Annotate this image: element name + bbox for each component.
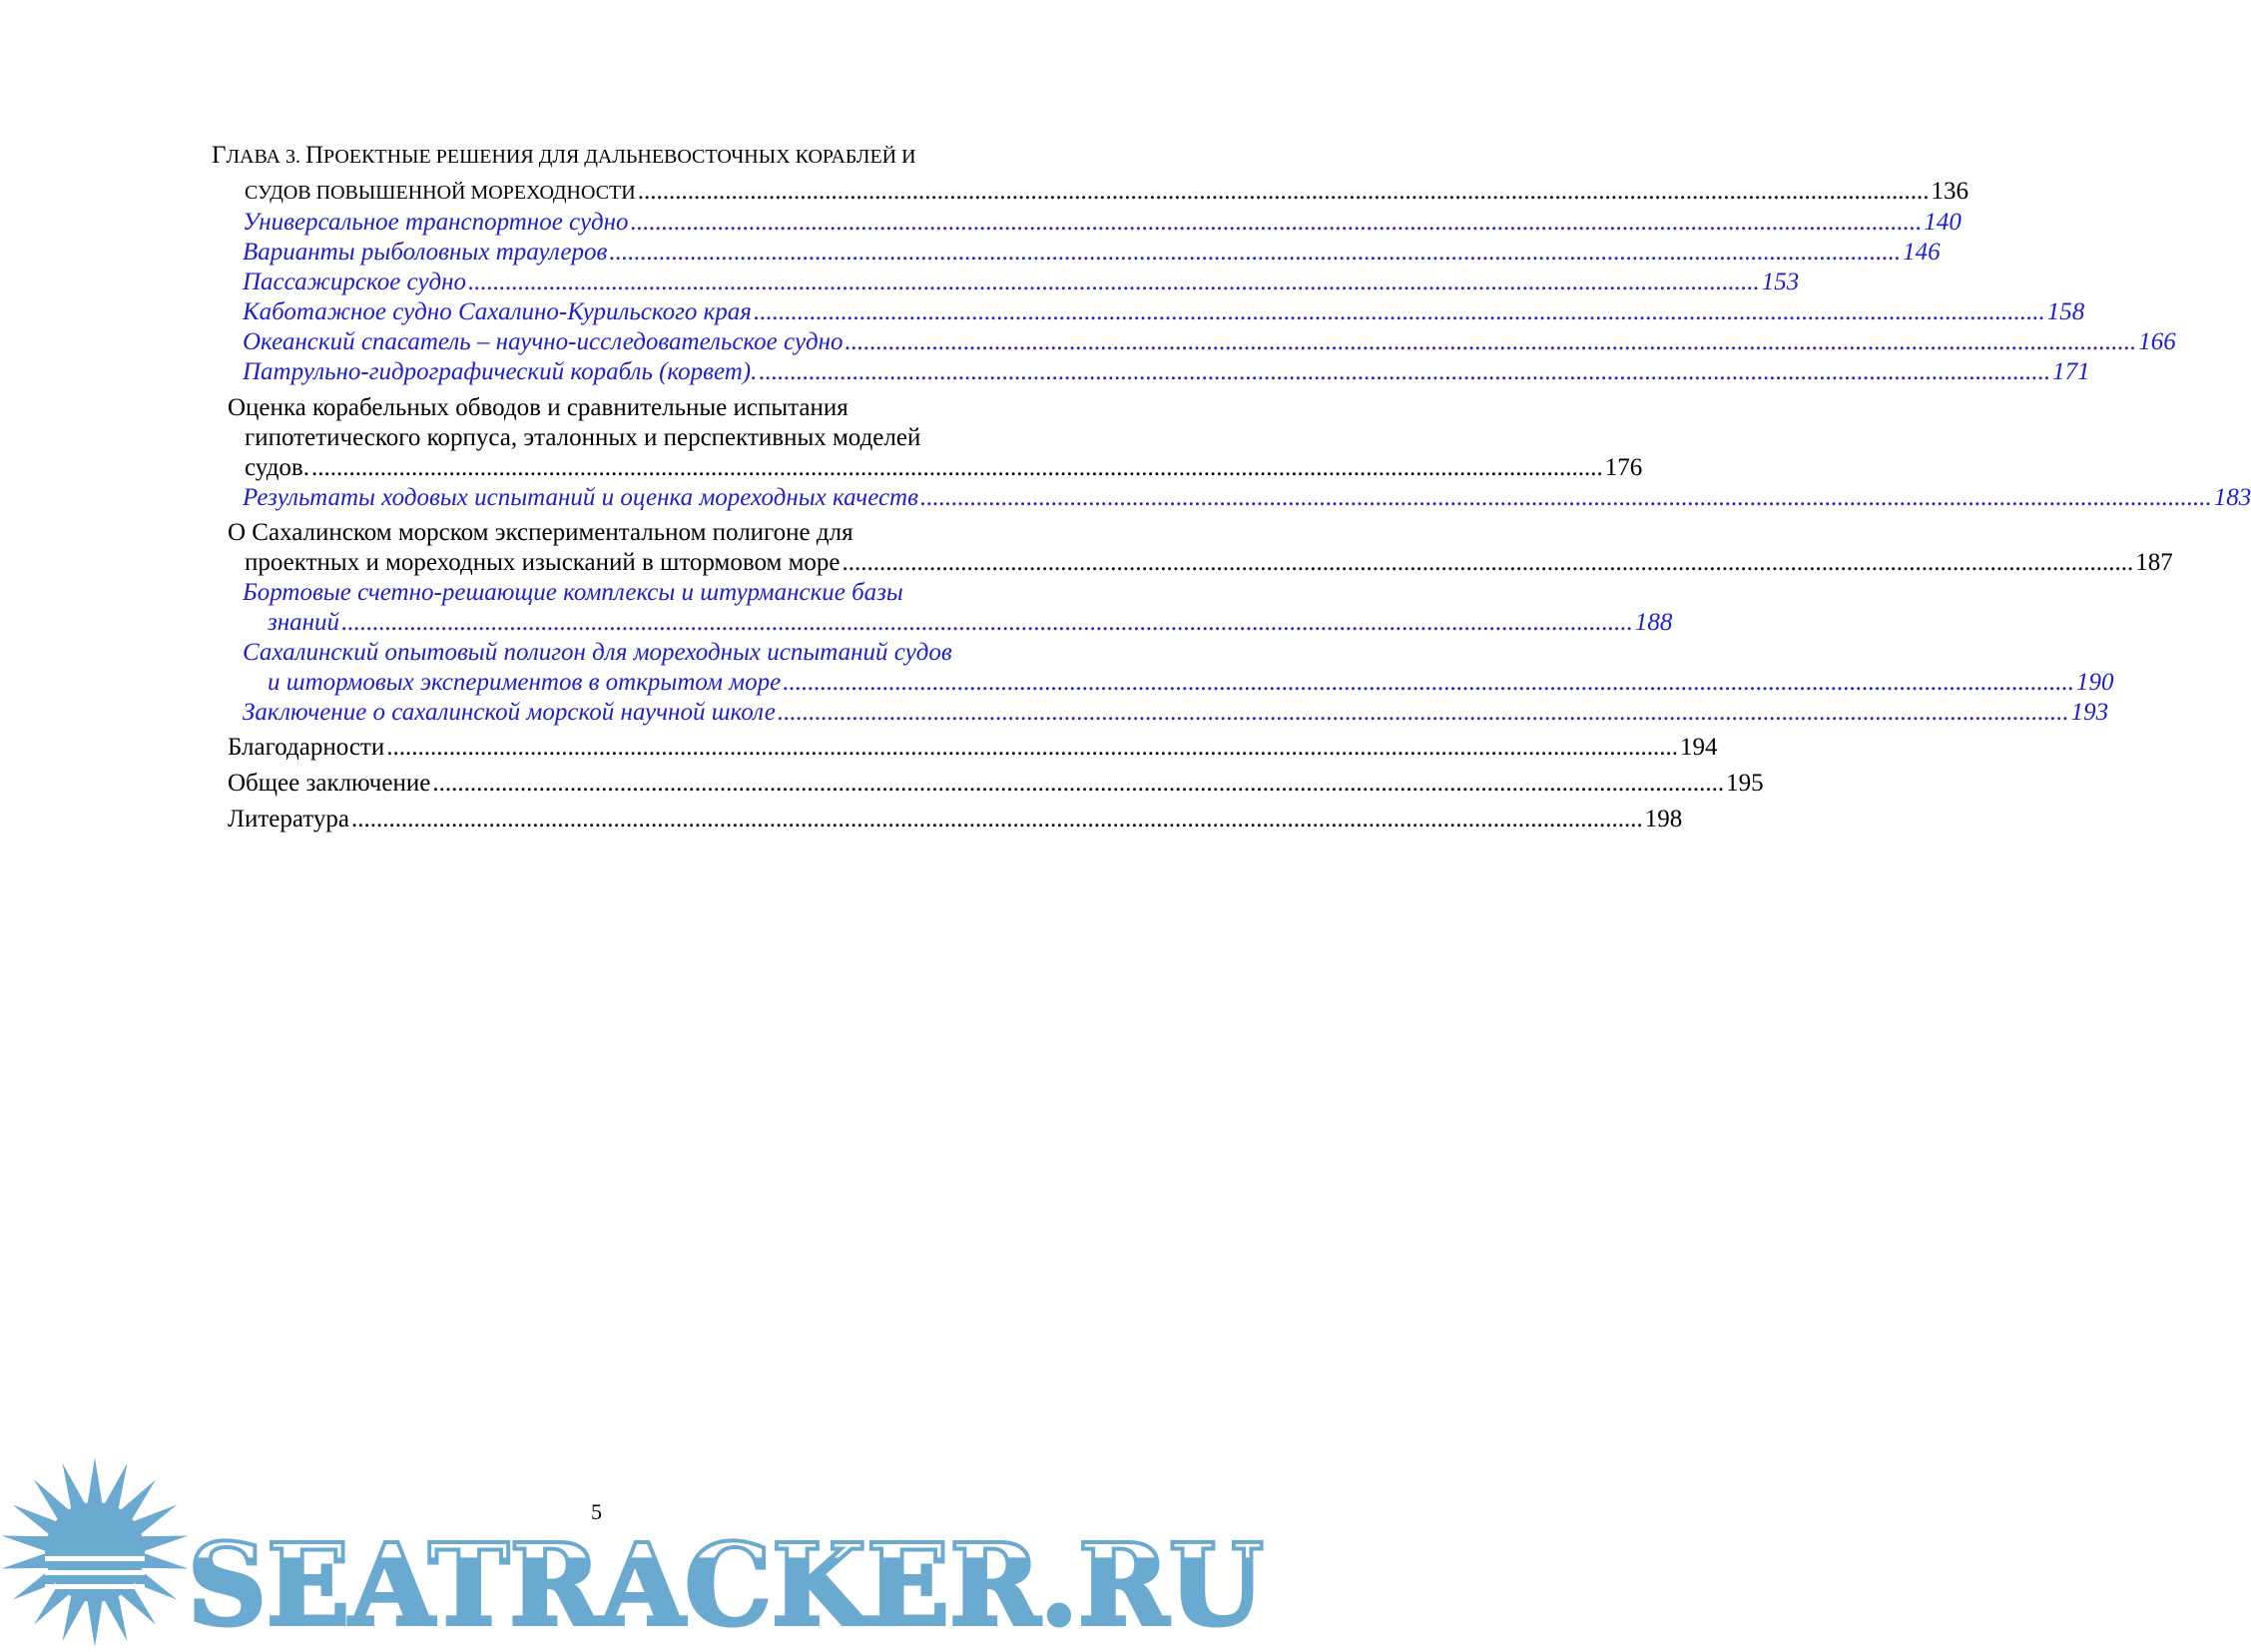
toc-entry[interactable] xyxy=(228,804,1683,835)
toc-leader-dots: ............................................................................................................................................................................................................... xyxy=(386,734,1678,761)
toc-leader-dots: ............................................................................................................................................................................................................... xyxy=(310,454,1603,481)
toc-page-number: 166 xyxy=(2138,328,2176,355)
toc-page-number: 195 xyxy=(1726,770,1764,797)
toc-leader-dots: ............................................................................................................................................................................................................... xyxy=(777,699,2069,726)
toc-entry-title: Варианты рыболовных траулеров xyxy=(243,239,608,266)
toc-entry-title: Бортовые счетно-решающие комплексы и штурманские базы xyxy=(243,579,903,606)
toc-page-number: 190 xyxy=(2075,669,2114,696)
toc-entry[interactable] xyxy=(243,356,2090,388)
toc-leader-dots: ............................................................................................................................................................................................................... xyxy=(637,178,1930,205)
watermark-text: SEATRACKER.RU xyxy=(188,1520,1264,1651)
toc-entry-title: Патрульно-гидрографический корабль (корвет). xyxy=(243,358,758,385)
toc-leader-dots: ............................................................................................................................................................................................................... xyxy=(609,239,1902,266)
toc-page-number: 183 xyxy=(2213,484,2251,511)
toc-entry[interactable] xyxy=(243,296,2085,328)
toc-section-line[interactable] xyxy=(243,637,952,669)
toc-entry-title: судов. xyxy=(245,454,309,481)
chapter-heading-rest: ЛАВА 3. xyxy=(226,146,305,168)
toc-page-number: 158 xyxy=(2046,298,2085,325)
chapter-heading-continued[interactable] xyxy=(245,176,1969,208)
toc-entry-title: Каботажное судно Сахалино-Курильского края xyxy=(243,298,752,325)
toc-entry-title: Общее заключение xyxy=(228,770,431,797)
toc-entry-title: Универсальное транспортное судно xyxy=(243,209,629,236)
toc-leader-dots: ............................................................................................................................................................................................................... xyxy=(919,484,2212,511)
toc-leader-dots: ............................................................................................................................................................................................................... xyxy=(341,609,1633,636)
page-number: 5 xyxy=(591,1499,602,1524)
toc-entry[interactable] xyxy=(228,732,1718,764)
toc-entry[interactable] xyxy=(245,547,2173,579)
toc-entry-title: О Сахалинском морском экспериментальном полигоне для xyxy=(228,519,853,546)
chapter-heading-cap2: П xyxy=(304,142,324,169)
toc-leader-dots: ............................................................................................................................................................................................................... xyxy=(844,328,2137,355)
sun-icon xyxy=(0,1457,190,1647)
toc-leader-dots: ............................................................................................................................................................................................................... xyxy=(783,669,2074,696)
toc-page-number: 171 xyxy=(2052,358,2090,385)
toc-leader-dots: ............................................................................................................................................................................................................... xyxy=(432,770,1725,797)
toc-entry-title: Литература xyxy=(228,806,349,832)
toc-page-number: 194 xyxy=(1679,734,1718,761)
toc-entry-title: знаний xyxy=(268,609,340,636)
chapter-heading[interactable] xyxy=(212,140,916,172)
toc-page-number: 187 xyxy=(2135,549,2173,576)
toc-entry[interactable] xyxy=(243,697,2109,729)
toc-entry[interactable] xyxy=(243,482,2251,514)
toc-entry-title: Океанский спасатель – научно-исследовательское судно xyxy=(243,328,844,355)
toc-section-line[interactable] xyxy=(245,422,920,454)
watermark xyxy=(0,1452,1273,1651)
toc-entry-title: СУДОВ ПОВЫШЕННОЙ МОРЕХОДНОСТИ xyxy=(245,182,636,204)
toc-entry[interactable] xyxy=(243,207,1962,239)
toc-page-number: 146 xyxy=(1903,239,1941,266)
toc-page-number: 176 xyxy=(1604,454,1643,481)
watermark-graphic xyxy=(0,1452,1273,1651)
toc-leader-dots: ............................................................................................................................................................................................................... xyxy=(351,806,1643,832)
toc-leader-dots: ............................................................................................................................................................................................................... xyxy=(630,209,1923,236)
toc-entry-title: и штормовых экспериментов в открытом море xyxy=(268,669,782,696)
toc-entry-title: проектных и мореходных изысканий в штормовом море xyxy=(245,549,841,576)
toc-entry[interactable] xyxy=(268,607,1673,639)
toc-entry[interactable] xyxy=(243,326,2176,358)
toc-entry[interactable] xyxy=(268,667,2114,699)
toc-entry-title: гипотетического корпуса, эталонных и перспективных моделей xyxy=(245,424,921,451)
toc-page-number: 153 xyxy=(1761,269,1800,295)
toc-page-number: 193 xyxy=(2070,699,2109,726)
toc-entry-title: Результаты ходовых испытаний и оценка мореходных качеств xyxy=(243,484,918,511)
toc-leader-dots: ............................................................................................................................................................................................................... xyxy=(759,358,2051,385)
toc-leader-dots: ............................................................................................................................................................................................................... xyxy=(468,269,1760,295)
toc-section-line[interactable] xyxy=(228,392,848,424)
toc-leader-dots: ............................................................................................................................................................................................................... xyxy=(842,549,2134,576)
chapter-heading-rest2: РОЕКТНЫЕ РЕШЕНИЯ ДЛЯ ДАЛЬНЕВОСТОЧНЫХ КОРАБЛЕЙ И xyxy=(323,146,916,168)
toc-section-line[interactable] xyxy=(243,577,903,609)
toc-entry[interactable] xyxy=(243,237,1941,269)
chapter-heading-cap: Г xyxy=(212,142,227,169)
toc-page-number: 136 xyxy=(1931,178,1969,205)
toc-section-line[interactable] xyxy=(228,517,853,549)
toc-entry-title: Благодарности xyxy=(228,734,385,761)
toc-entry-title: Оценка корабельных обводов и сравнительные испытания xyxy=(228,394,848,421)
toc-leader-dots: ............................................................................................................................................................................................................... xyxy=(753,298,2045,325)
toc-page-number: 188 xyxy=(1634,609,1673,636)
toc-page-number: 140 xyxy=(1924,209,1962,236)
toc-entry-title: Заключение о сахалинской морской научной школе xyxy=(243,699,776,726)
toc-entry[interactable] xyxy=(228,768,1764,800)
toc-entry-title: Сахалинский опытовый полигон для мореходных испытаний судов xyxy=(243,639,952,666)
toc-entry[interactable] xyxy=(245,452,1643,484)
toc-page-number: 198 xyxy=(1644,806,1683,832)
toc-entry-title: Пассажирское судно xyxy=(243,269,467,295)
toc-entry[interactable] xyxy=(243,267,1800,298)
